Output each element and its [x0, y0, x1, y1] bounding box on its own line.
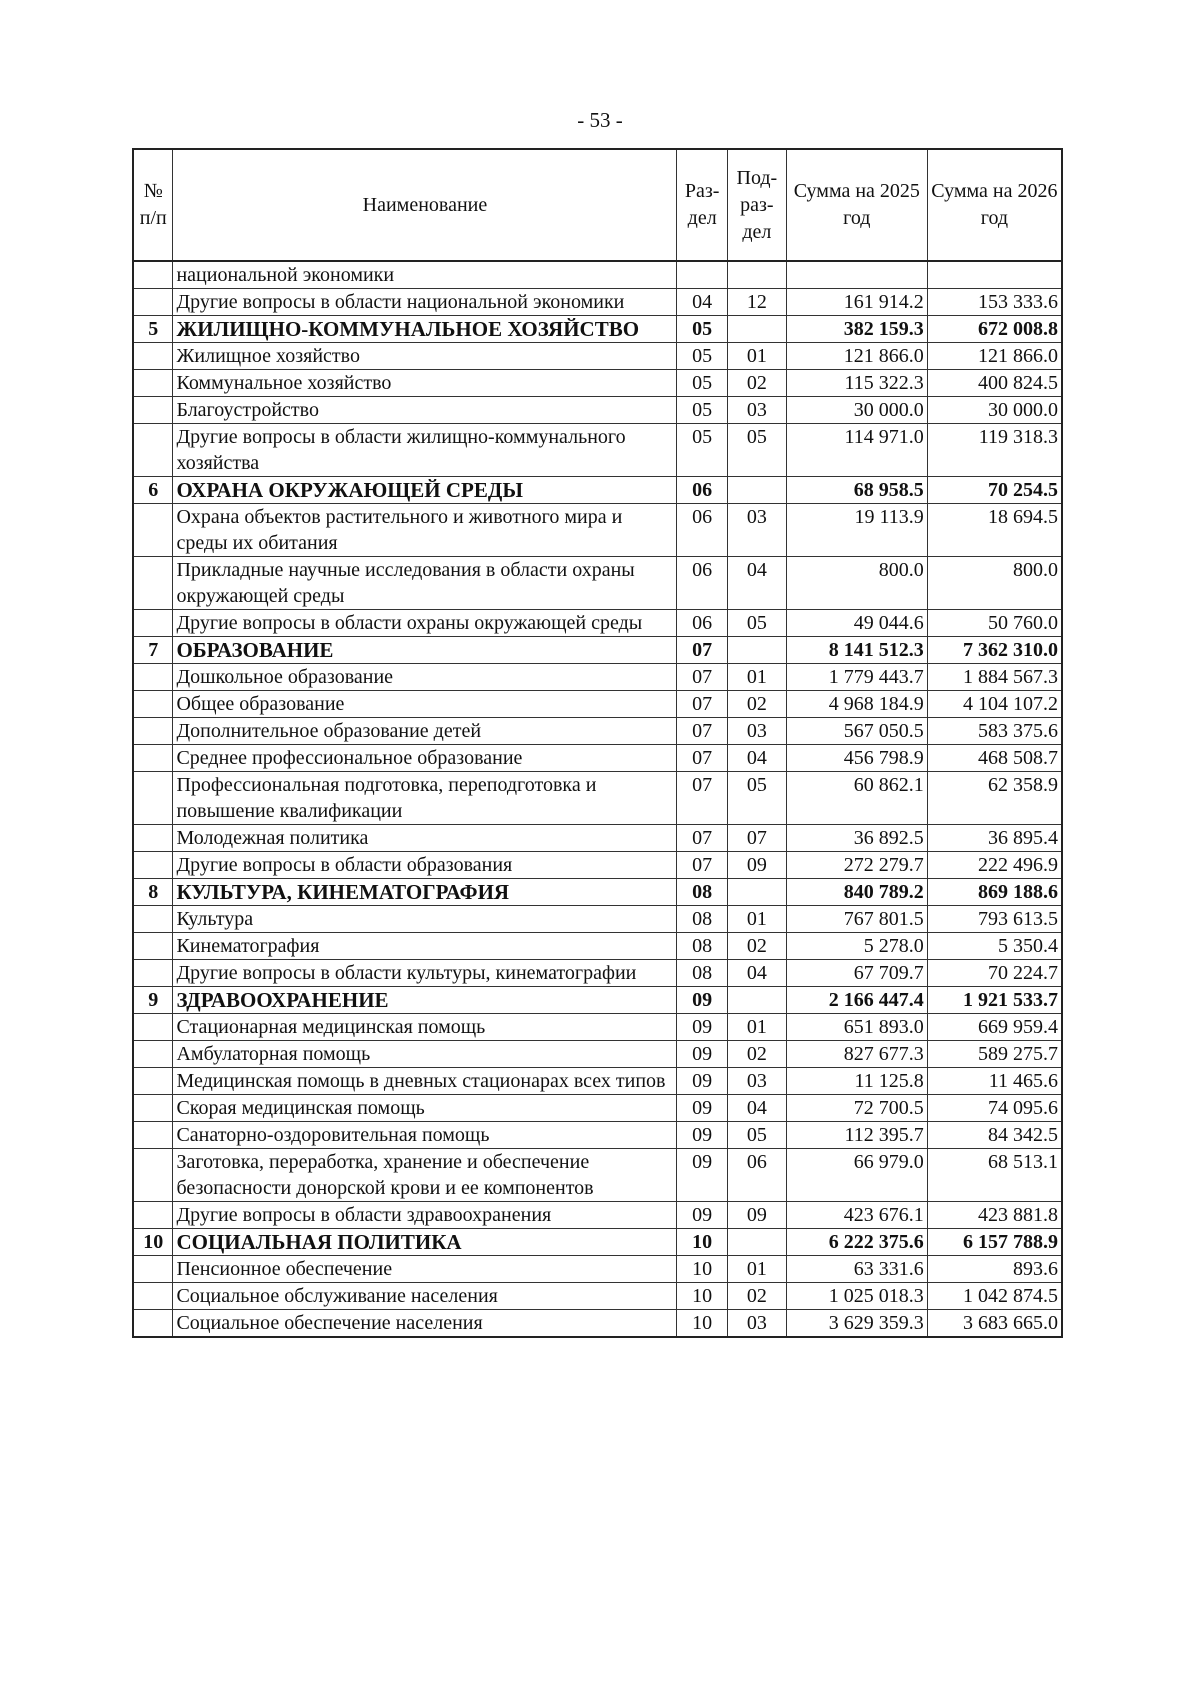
cell-name: Благоустройство: [173, 397, 677, 424]
cell-subsection: 05: [727, 424, 786, 477]
cell-num: [133, 1202, 173, 1229]
cell-section: 07: [677, 664, 728, 691]
cell-num: [133, 397, 173, 424]
cell-name: Прикладные научные исследования в области охраны окружающей среды: [173, 557, 677, 610]
cell-section: 09: [677, 1202, 728, 1229]
header-num: № п/п: [133, 149, 173, 261]
cell-section: 09: [677, 1068, 728, 1095]
cell-sum-2025: 60 862.1: [786, 772, 927, 825]
cell-sum-2025: 112 395.7: [786, 1122, 927, 1149]
cell-num: [133, 1283, 173, 1310]
table-row: [133, 1014, 1062, 1041]
cell-num: [133, 1095, 173, 1122]
cell-section: 05: [677, 343, 728, 370]
cell-subsection: 03: [727, 504, 786, 557]
table-row: [133, 1122, 1062, 1149]
cell-sum-2026: 1 884 567.3: [927, 664, 1062, 691]
cell-name: Социальное обслуживание населения: [173, 1283, 677, 1310]
cell-sum-2025: 382 159.3: [786, 316, 927, 343]
cell-num: [133, 1041, 173, 1068]
cell-section: 06: [677, 504, 728, 557]
cell-sum-2026: 4 104 107.2: [927, 691, 1062, 718]
cell-sum-2026: 672 008.8: [927, 316, 1062, 343]
header-sum-2026: Сумма на 2026 год: [927, 149, 1062, 261]
cell-subsection: 02: [727, 691, 786, 718]
cell-sum-2026: 121 866.0: [927, 343, 1062, 370]
cell-sum-2025: 840 789.2: [786, 879, 927, 906]
cell-num: [133, 933, 173, 960]
cell-section: 08: [677, 879, 728, 906]
cell-section: 06: [677, 477, 728, 504]
cell-sum-2026: 62 358.9: [927, 772, 1062, 825]
cell-num: [133, 1256, 173, 1283]
cell-sum-2026: 468 508.7: [927, 745, 1062, 772]
cell-section: 07: [677, 745, 728, 772]
cell-sum-2026: 70 224.7: [927, 960, 1062, 987]
table-row: [133, 825, 1062, 852]
table-row: [133, 1256, 1062, 1283]
cell-sum-2026: 36 895.4: [927, 825, 1062, 852]
cell-section: 06: [677, 610, 728, 637]
cell-sum-2026: 869 188.6: [927, 879, 1062, 906]
cell-subsection: [727, 637, 786, 664]
cell-section: 04: [677, 289, 728, 316]
cell-subsection: 02: [727, 933, 786, 960]
cell-subsection: 04: [727, 1095, 786, 1122]
cell-sum-2025: 19 113.9: [786, 504, 927, 557]
table-row: [133, 772, 1062, 825]
cell-num: [133, 370, 173, 397]
cell-num: 5: [133, 316, 173, 343]
cell-num: [133, 343, 173, 370]
table-row: [133, 261, 1062, 289]
cell-subsection: 02: [727, 1283, 786, 1310]
cell-num: [133, 610, 173, 637]
cell-sum-2026: [927, 261, 1062, 289]
cell-sum-2025: 72 700.5: [786, 1095, 927, 1122]
cell-sum-2026: 70 254.5: [927, 477, 1062, 504]
cell-name: ЖИЛИЩНО-КОММУНАЛЬНОЕ ХОЗЯЙСТВО: [173, 316, 677, 343]
cell-sum-2025: 1 779 443.7: [786, 664, 927, 691]
cell-sum-2025: 49 044.6: [786, 610, 927, 637]
cell-name: Стационарная медицинская помощь: [173, 1014, 677, 1041]
table-row: [133, 852, 1062, 879]
cell-name: Амбулаторная помощь: [173, 1041, 677, 1068]
section-row: [133, 316, 1062, 343]
cell-subsection: [727, 477, 786, 504]
cell-sum-2026: 7 362 310.0: [927, 637, 1062, 664]
cell-sum-2025: 11 125.8: [786, 1068, 927, 1095]
cell-section: 09: [677, 1149, 728, 1202]
header-subsection: Под-раз-дел: [727, 149, 786, 261]
cell-sum-2026: 74 095.6: [927, 1095, 1062, 1122]
cell-section: 06: [677, 557, 728, 610]
cell-sum-2025: 800.0: [786, 557, 927, 610]
table-row: [133, 1068, 1062, 1095]
cell-section: 10: [677, 1310, 728, 1338]
cell-name: Другие вопросы в области охраны окружающей среды: [173, 610, 677, 637]
cell-subsection: 01: [727, 343, 786, 370]
table-row: [133, 906, 1062, 933]
cell-sum-2025: 3 629 359.3: [786, 1310, 927, 1338]
cell-name: Другие вопросы в области здравоохранения: [173, 1202, 677, 1229]
cell-name: Пенсионное обеспечение: [173, 1256, 677, 1283]
cell-section: 08: [677, 933, 728, 960]
cell-subsection: [727, 316, 786, 343]
cell-sum-2026: 400 824.5: [927, 370, 1062, 397]
cell-sum-2025: 63 331.6: [786, 1256, 927, 1283]
cell-num: [133, 424, 173, 477]
cell-subsection: 09: [727, 1202, 786, 1229]
cell-subsection: 04: [727, 557, 786, 610]
table-row: [133, 557, 1062, 610]
cell-num: [133, 664, 173, 691]
cell-sum-2026: 84 342.5: [927, 1122, 1062, 1149]
cell-section: 09: [677, 1014, 728, 1041]
cell-name: ЗДРАВООХРАНЕНИЕ: [173, 987, 677, 1014]
cell-name: Заготовка, переработка, хранение и обеспечение безопасности донорской крови и ее компонентов: [173, 1149, 677, 1202]
cell-num: [133, 1014, 173, 1041]
cell-sum-2025: 67 709.7: [786, 960, 927, 987]
cell-name: Профессиональная подготовка, переподготовка и повышение квалификации: [173, 772, 677, 825]
cell-sum-2026: 6 157 788.9: [927, 1229, 1062, 1256]
cell-section: 08: [677, 960, 728, 987]
cell-section: 05: [677, 370, 728, 397]
header-name: Наименование: [173, 149, 677, 261]
cell-name: Охрана объектов растительного и животного мира и среды их обитания: [173, 504, 677, 557]
cell-num: [133, 745, 173, 772]
table-row: [133, 289, 1062, 316]
cell-num: [133, 852, 173, 879]
header-section: Раз-дел: [677, 149, 728, 261]
cell-num: 8: [133, 879, 173, 906]
cell-num: [133, 504, 173, 557]
table-row: [133, 343, 1062, 370]
cell-sum-2026: 423 881.8: [927, 1202, 1062, 1229]
cell-sum-2026: 893.6: [927, 1256, 1062, 1283]
table-row: [133, 1202, 1062, 1229]
cell-name: Социальное обеспечение населения: [173, 1310, 677, 1338]
cell-subsection: 01: [727, 664, 786, 691]
cell-num: [133, 261, 173, 289]
cell-sum-2025: 1 025 018.3: [786, 1283, 927, 1310]
cell-name: Дошкольное образование: [173, 664, 677, 691]
cell-sum-2025: 567 050.5: [786, 718, 927, 745]
cell-sum-2026: 153 333.6: [927, 289, 1062, 316]
cell-subsection: 07: [727, 825, 786, 852]
cell-section: 07: [677, 852, 728, 879]
cell-num: [133, 1149, 173, 1202]
cell-name: ОБРАЗОВАНИЕ: [173, 637, 677, 664]
cell-sum-2025: 115 322.3: [786, 370, 927, 397]
cell-sum-2025: 36 892.5: [786, 825, 927, 852]
cell-sum-2025: 30 000.0: [786, 397, 927, 424]
cell-name: Жилищное хозяйство: [173, 343, 677, 370]
cell-num: 9: [133, 987, 173, 1014]
cell-sum-2026: 1 921 533.7: [927, 987, 1062, 1014]
cell-sum-2025: 121 866.0: [786, 343, 927, 370]
cell-subsection: 05: [727, 1122, 786, 1149]
cell-subsection: [727, 261, 786, 289]
cell-subsection: 03: [727, 397, 786, 424]
cell-subsection: 03: [727, 718, 786, 745]
section-row: [133, 637, 1062, 664]
table-row: [133, 1310, 1062, 1338]
cell-sum-2025: 651 893.0: [786, 1014, 927, 1041]
cell-name: КУЛЬТУРА, КИНЕМАТОГРАФИЯ: [173, 879, 677, 906]
budget-table: [132, 148, 1063, 1338]
cell-subsection: [727, 987, 786, 1014]
table-row: [133, 424, 1062, 477]
cell-num: [133, 906, 173, 933]
cell-section: 10: [677, 1283, 728, 1310]
cell-sum-2026: 11 465.6: [927, 1068, 1062, 1095]
cell-section: 08: [677, 906, 728, 933]
section-row: [133, 477, 1062, 504]
cell-num: [133, 1068, 173, 1095]
cell-num: [133, 772, 173, 825]
cell-sum-2026: 50 760.0: [927, 610, 1062, 637]
cell-sum-2025: 68 958.5: [786, 477, 927, 504]
cell-section: 05: [677, 316, 728, 343]
cell-name: Общее образование: [173, 691, 677, 718]
cell-sum-2026: 589 275.7: [927, 1041, 1062, 1068]
page-number: - 53 -: [577, 108, 623, 132]
cell-sum-2025: 6 222 375.6: [786, 1229, 927, 1256]
cell-section: 09: [677, 1095, 728, 1122]
table-row: [133, 397, 1062, 424]
cell-section: 10: [677, 1229, 728, 1256]
cell-name: Культура: [173, 906, 677, 933]
table-row: [133, 1149, 1062, 1202]
cell-subsection: 12: [727, 289, 786, 316]
table-row: [133, 960, 1062, 987]
cell-num: [133, 825, 173, 852]
cell-name: Дополнительное образование детей: [173, 718, 677, 745]
cell-sum-2025: 161 914.2: [786, 289, 927, 316]
cell-name: Медицинская помощь в дневных стационарах всех типов: [173, 1068, 677, 1095]
cell-section: 05: [677, 397, 728, 424]
header-sum-2025: Сумма на 2025 год: [786, 149, 927, 261]
cell-section: 09: [677, 1122, 728, 1149]
cell-sum-2026: 800.0: [927, 557, 1062, 610]
cell-section: [677, 261, 728, 289]
cell-sum-2025: 4 968 184.9: [786, 691, 927, 718]
cell-sum-2026: 3 683 665.0: [927, 1310, 1062, 1338]
cell-sum-2025: 272 279.7: [786, 852, 927, 879]
cell-name: Другие вопросы в области жилищно-коммунального хозяйства: [173, 424, 677, 477]
cell-subsection: 01: [727, 1256, 786, 1283]
cell-sum-2025: 423 676.1: [786, 1202, 927, 1229]
cell-name: Молодежная политика: [173, 825, 677, 852]
cell-section: 07: [677, 825, 728, 852]
cell-sum-2025: [786, 261, 927, 289]
cell-subsection: 05: [727, 772, 786, 825]
cell-name: национальной экономики: [173, 261, 677, 289]
cell-num: [133, 289, 173, 316]
cell-sum-2025: 8 141 512.3: [786, 637, 927, 664]
table-row: [133, 718, 1062, 745]
cell-section: 07: [677, 772, 728, 825]
cell-sum-2026: 583 375.6: [927, 718, 1062, 745]
cell-subsection: 09: [727, 852, 786, 879]
cell-section: 07: [677, 637, 728, 664]
cell-sum-2026: 5 350.4: [927, 933, 1062, 960]
table-row: [133, 691, 1062, 718]
cell-name: Коммунальное хозяйство: [173, 370, 677, 397]
cell-sum-2026: 793 613.5: [927, 906, 1062, 933]
cell-sum-2026: 68 513.1: [927, 1149, 1062, 1202]
cell-section: 09: [677, 1041, 728, 1068]
table-row: [133, 370, 1062, 397]
cell-sum-2025: 456 798.9: [786, 745, 927, 772]
cell-section: 07: [677, 718, 728, 745]
cell-sum-2026: 119 318.3: [927, 424, 1062, 477]
table-row: [133, 504, 1062, 557]
cell-section: 09: [677, 987, 728, 1014]
table-row: [133, 1041, 1062, 1068]
cell-subsection: 01: [727, 906, 786, 933]
cell-num: 6: [133, 477, 173, 504]
table-row: [133, 664, 1062, 691]
cell-name: Другие вопросы в области национальной экономики: [173, 289, 677, 316]
cell-num: 10: [133, 1229, 173, 1256]
table-row: [133, 610, 1062, 637]
cell-subsection: 03: [727, 1068, 786, 1095]
cell-sum-2026: 30 000.0: [927, 397, 1062, 424]
table-row: [133, 1283, 1062, 1310]
cell-sum-2025: 827 677.3: [786, 1041, 927, 1068]
cell-sum-2025: 114 971.0: [786, 424, 927, 477]
cell-name: СОЦИАЛЬНАЯ ПОЛИТИКА: [173, 1229, 677, 1256]
cell-num: [133, 1122, 173, 1149]
section-row: [133, 879, 1062, 906]
section-row: [133, 987, 1062, 1014]
cell-name: Санаторно-оздоровительная помощь: [173, 1122, 677, 1149]
cell-num: [133, 718, 173, 745]
cell-name: ОХРАНА ОКРУЖАЮЩЕЙ СРЕДЫ: [173, 477, 677, 504]
cell-num: [133, 960, 173, 987]
cell-subsection: 06: [727, 1149, 786, 1202]
table-row: [133, 745, 1062, 772]
cell-subsection: 05: [727, 610, 786, 637]
cell-section: 05: [677, 424, 728, 477]
cell-num: [133, 691, 173, 718]
cell-section: 10: [677, 1256, 728, 1283]
cell-name: Другие вопросы в области культуры, кинематографии: [173, 960, 677, 987]
cell-num: [133, 557, 173, 610]
cell-subsection: 02: [727, 1041, 786, 1068]
cell-subsection: 03: [727, 1310, 786, 1338]
cell-subsection: 04: [727, 960, 786, 987]
cell-name: Другие вопросы в области образования: [173, 852, 677, 879]
cell-subsection: [727, 879, 786, 906]
cell-num: 7: [133, 637, 173, 664]
cell-sum-2025: 5 278.0: [786, 933, 927, 960]
cell-sum-2026: 669 959.4: [927, 1014, 1062, 1041]
cell-section: 07: [677, 691, 728, 718]
table-row: [133, 1095, 1062, 1122]
cell-subsection: 04: [727, 745, 786, 772]
cell-sum-2026: 222 496.9: [927, 852, 1062, 879]
cell-name: Кинематография: [173, 933, 677, 960]
cell-sum-2025: 2 166 447.4: [786, 987, 927, 1014]
cell-name: Скорая медицинская помощь: [173, 1095, 677, 1122]
cell-subsection: [727, 1229, 786, 1256]
cell-subsection: 01: [727, 1014, 786, 1041]
cell-subsection: 02: [727, 370, 786, 397]
section-row: [133, 1229, 1062, 1256]
cell-sum-2025: 767 801.5: [786, 906, 927, 933]
table-header-row: [133, 149, 1062, 261]
cell-sum-2026: 18 694.5: [927, 504, 1062, 557]
cell-sum-2025: 66 979.0: [786, 1149, 927, 1202]
cell-sum-2026: 1 042 874.5: [927, 1283, 1062, 1310]
cell-num: [133, 1310, 173, 1338]
cell-name: Среднее профессиональное образование: [173, 745, 677, 772]
table-row: [133, 933, 1062, 960]
